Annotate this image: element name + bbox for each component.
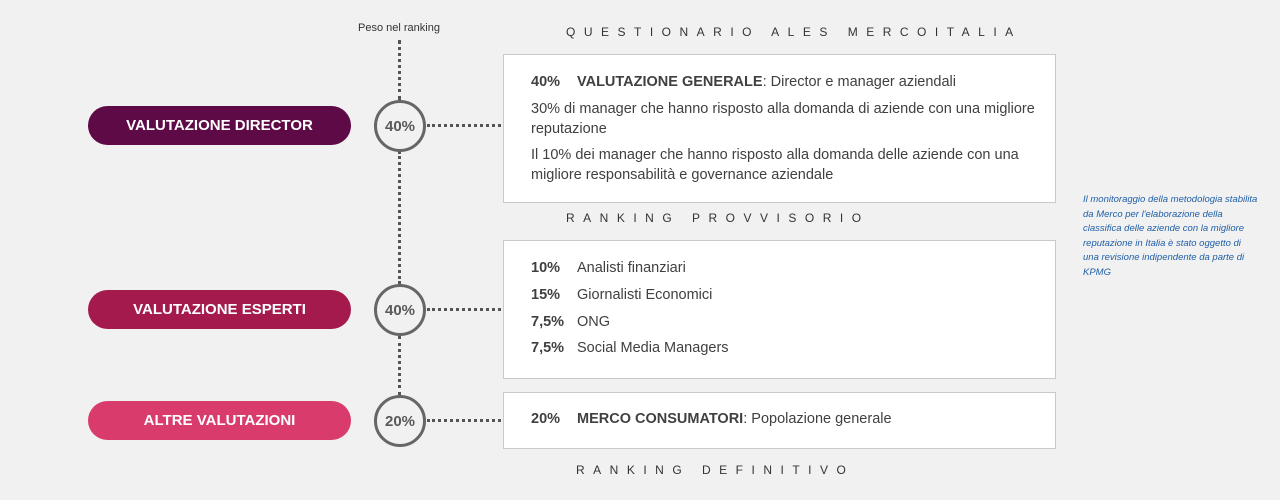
connector-altre [427, 419, 501, 422]
stage-label-final: RANKING DEFINITIVO [576, 463, 855, 477]
pill-altre-valutazioni: ALTRE VALUTAZIONI [88, 401, 351, 440]
box-director [503, 54, 1056, 203]
esperti-item-4-label: Social Media Managers [577, 340, 729, 356]
timeline-connector-top [398, 40, 401, 100]
stage-label-questionnaire: QUESTIONARIO ALES MERCOITALIA [566, 25, 1022, 39]
timeline-connector-low [398, 336, 401, 395]
altre-header-desc: : Popolazione generale [743, 411, 892, 427]
director-line-2: Il 10% dei manager che hanno risposto alla domanda delle aziende con una migliore responsabilità e governance aziendale [531, 147, 1019, 183]
timeline-connector-mid [398, 151, 401, 284]
weight-circle-altre: 20% [374, 395, 426, 447]
director-header-desc: : Director e manager aziendali [762, 74, 956, 90]
esperti-item-2-pct: 15% [531, 287, 561, 303]
altre-header-pct: 20% [531, 411, 561, 427]
director-header [531, 72, 956, 92]
director-header-pct: 40% [531, 74, 561, 90]
weight-circle-esperti: 40% [374, 284, 426, 336]
esperti-item-3-label: ONG [577, 314, 611, 330]
esperti-item-1-label: Analisti finanziari [577, 260, 686, 276]
altre-header [531, 409, 892, 429]
director-line-1: 30% di manager che hanno risposto alla domanda di aziende con una migliore reputazione [531, 101, 1035, 137]
box-altre [503, 392, 1056, 449]
esperti-item-1-pct: 10% [531, 260, 561, 276]
weight-label: Peso nel ranking [358, 22, 440, 34]
connector-director [427, 124, 501, 127]
kpmg-note: Il monitoraggio della metodologia stabilita da Merco per l'elaborazione della classifica delle aziende con la migliore reputazione in Italia è stato oggetto di una revisione indipendente da parte di KPMG [1083, 194, 1258, 278]
pill-valutazione-esperti: VALUTAZIONE ESPERTI [88, 290, 351, 329]
esperti-item-2-label: Giornalisti Economici [577, 287, 713, 303]
director-header-title: VALUTAZIONE GENERALE [577, 74, 763, 90]
weight-circle-director: 40% [374, 100, 426, 152]
pill-valutazione-director: VALUTAZIONE DIRECTOR [88, 106, 351, 145]
altre-header-title: MERCO CONSUMATORI [577, 411, 744, 427]
box-esperti [503, 240, 1056, 379]
esperti-item-4 [531, 338, 729, 358]
esperti-item-3 [531, 312, 610, 332]
esperti-item-2 [531, 285, 712, 305]
esperti-item-1 [531, 258, 686, 278]
connector-esperti [427, 308, 501, 311]
stage-label-provisional: RANKING PROVVISORIO [566, 211, 870, 225]
esperti-item-3-pct: 7,5% [531, 314, 565, 330]
esperti-item-4-pct: 7,5% [531, 340, 565, 356]
